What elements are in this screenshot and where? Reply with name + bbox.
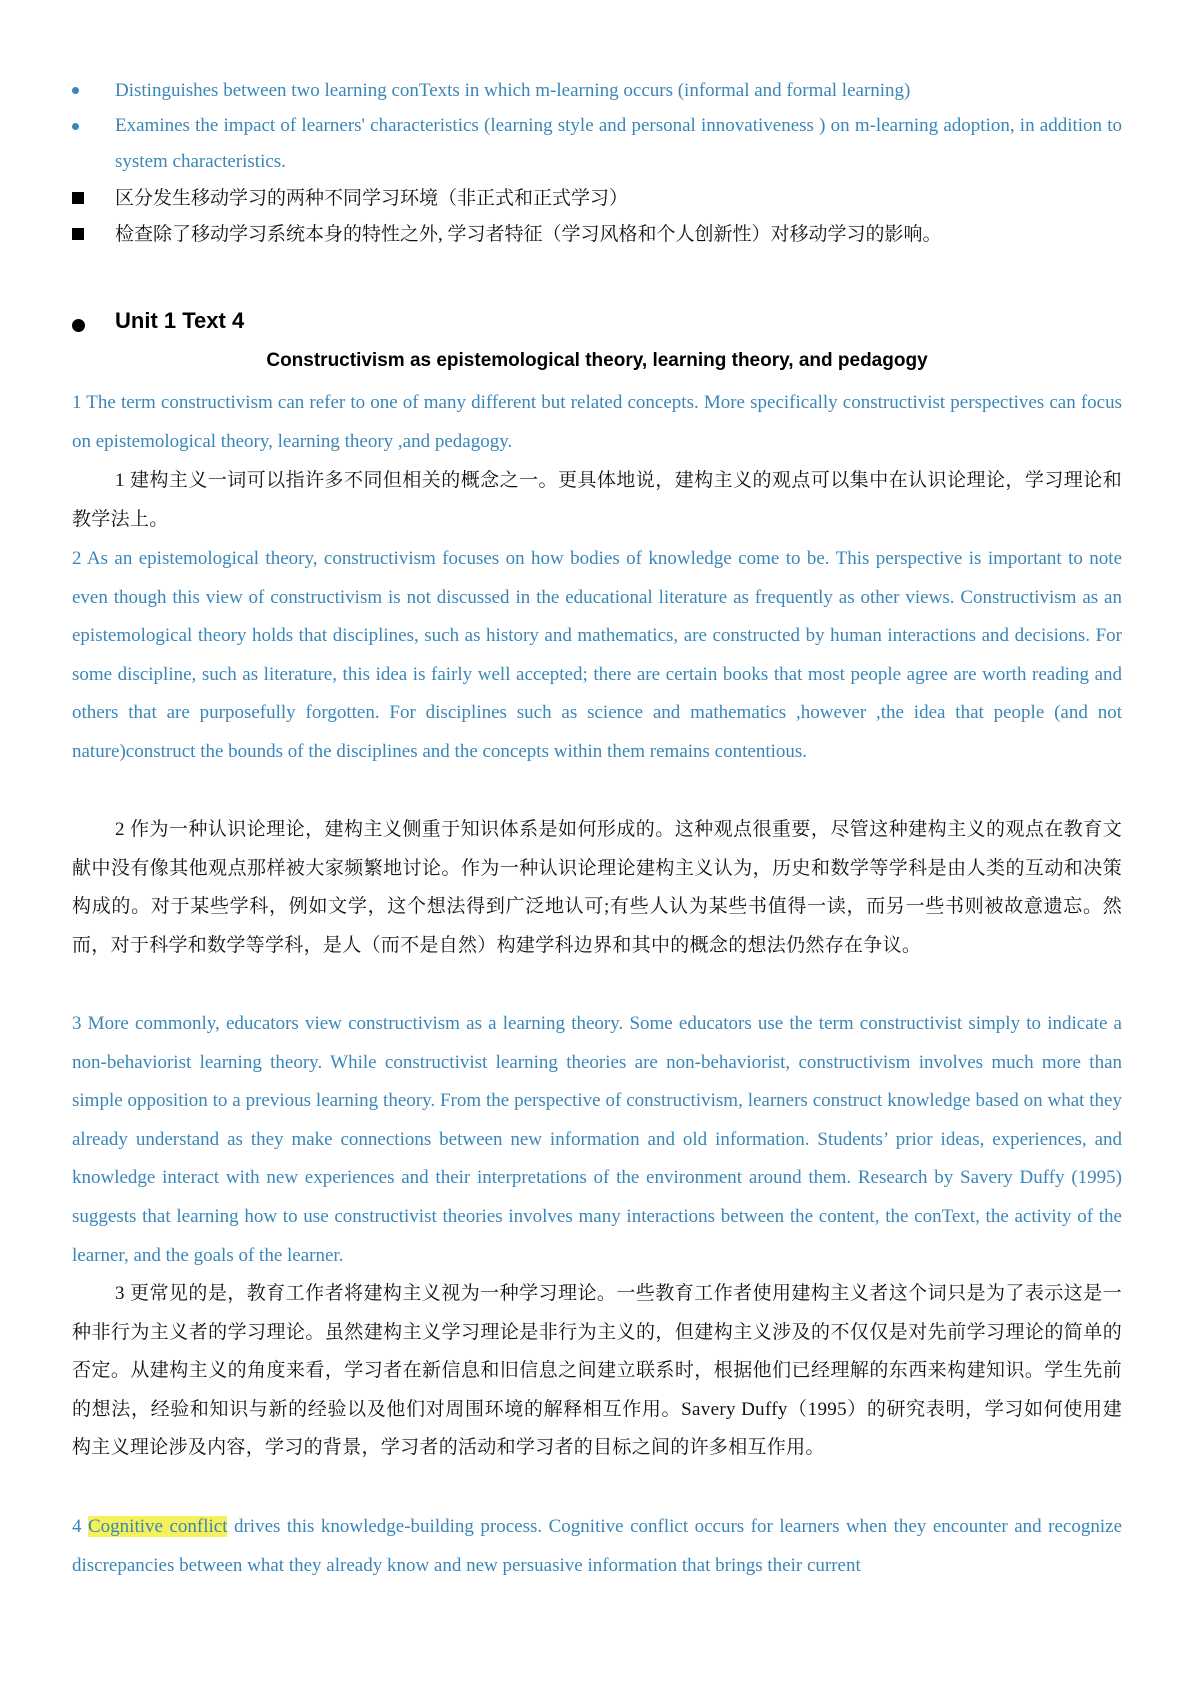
bullet-text: 区分发生移动学习的两种不同学习环境（非正式和正式学习） xyxy=(115,188,629,209)
paragraph-3-en: 3 More commonly, educators view constructivism as a learning theory. Some educators use the term constructivist simply to indicate a non-behaviorist learning theory. While constructivist learning theories are non-behaviorist, constructivism involves much more than simple opposition to a previous learning theory. From the perspective of constructivism, learners construct knowledge based on what they already understand as they make connections between new information and old information. Students’ prior ideas, experiences, and knowledge interact with new experiences and their interpretations of the environment around them. Research by Savery Duffy (1995) suggests that learning how to use constructivist theories involves many interactions between the content, the conText, the activity of the learner, and the goals of the learner. xyxy=(72,1013,1122,1266)
article-title: Constructivism as epistemological theory, learning theory, and pedagogy xyxy=(266,350,928,371)
bullet-item-en-2 xyxy=(72,108,1122,180)
bullet-text: 检查除了移动学习系统本身的特性之外, 学习者特征（学习风格和个人创新性）对移动学习的影响。 xyxy=(115,224,942,245)
section-heading-text: Unit 1 Text 4 xyxy=(115,308,245,333)
bullet-dot-icon xyxy=(72,108,102,147)
paragraph-text: drives this knowledge-building process. Cognitive conflict occurs for learners when they encounter and recognize discrepancies between what they already know and new persuasive information that brings their current xyxy=(72,1516,1122,1576)
paragraph-2-en: 2 As an epistemological theory, constructivism focuses on how bodies of knowledge come to be. This perspective is important to note even though this view of constructivism is not discussed in the educational literature as frequently as other views. Constructivism as an epistemological theory holds that disciplines, such as history and mathematics, are constructed by human interactions and decisions. For some discipline, such as literature, this idea is fairly well accepted; there are certain books that most people agree are worth reading and others that are purposefully forgotten. For disciplines such as science and mathematics ,however ,the idea that people (and not nature)construct the bounds of the disciplines and the concepts within them remains contentious. xyxy=(72,548,1122,762)
paragraph-3-cn: 3 更常见的是，教育工作者将建构主义视为一种学习理论。一些教育工作者使用建构主义者这个词只是为了表示这是一种非行为主义者的学习理论。虽然建构主义学习理论是非行为主义的，但建构主义涉及的不仅仅是对先前学习理论的简单的否定。从建构主义的角度来看，学习者在新信息和旧信息之间建立联系时，根据他们已经理解的东西来构建知识。学生先前的想法，经验和知识与新的经验以及他们对周围环境的解释相互作用。Savery Duffy（1995）的研究表明，学习如何使用建构主义理论涉及内容，学习的背景，学习者的活动和学习者的目标之间的许多相互作用。 xyxy=(72,1283,1122,1459)
heading-bullet-icon xyxy=(72,313,85,339)
bullet-item-cn-1 xyxy=(72,180,1122,219)
paragraph-number: 4 xyxy=(72,1516,88,1537)
paragraph-4-en xyxy=(72,1508,1122,1585)
section-heading xyxy=(72,308,1122,334)
bullet-dot-icon xyxy=(72,72,102,111)
bullet-item-en-1 xyxy=(72,72,1122,111)
paragraph-2-cn: 2 作为一种认识论理论，建构主义侧重于知识体系是如何形成的。这种观点很重要，尽管这种建构主义的观点在教育文献中没有像其他观点那样被大家频繁地讨论。作为一种认识论理论建构主义认为，历史和数学等学科是由人类的互动和决策构成的。对于某些学科，例如文学，这个想法得到广泛地认可;有些人认为某些书值得一读，而另一些书则被故意遗忘。然而，对于科学和数学等学科，是人（而不是自然）构建学科边界和其中的概念的想法仍然存在争议。 xyxy=(72,819,1122,956)
bullet-text: Distinguishes between two learning conTexts in which m-learning occurs (informal and formal learning) xyxy=(115,80,911,101)
bullet-square-icon xyxy=(72,180,102,219)
highlighted-term: Cognitive conflict xyxy=(88,1516,228,1537)
paragraph-1-cn: 1 建构主义一词可以指许多不同但相关的概念之一。更具体地说，建构主义的观点可以集中在认识论理论，学习理论和教学法上。 xyxy=(72,470,1122,530)
bullet-text: Examines the impact of learners' characteristics (learning style and personal innovativeness ) on m-learning adoption, in addition to system characteristics. xyxy=(115,115,1122,172)
paragraph-1-en: 1 The term constructivism can refer to one of many different but related concepts. More specifically constructivist perspectives can focus on epistemological theory, learning theory ,and pedagogy. xyxy=(72,392,1122,452)
bullet-item-cn-2 xyxy=(72,216,1122,255)
bullet-square-icon xyxy=(72,216,102,255)
